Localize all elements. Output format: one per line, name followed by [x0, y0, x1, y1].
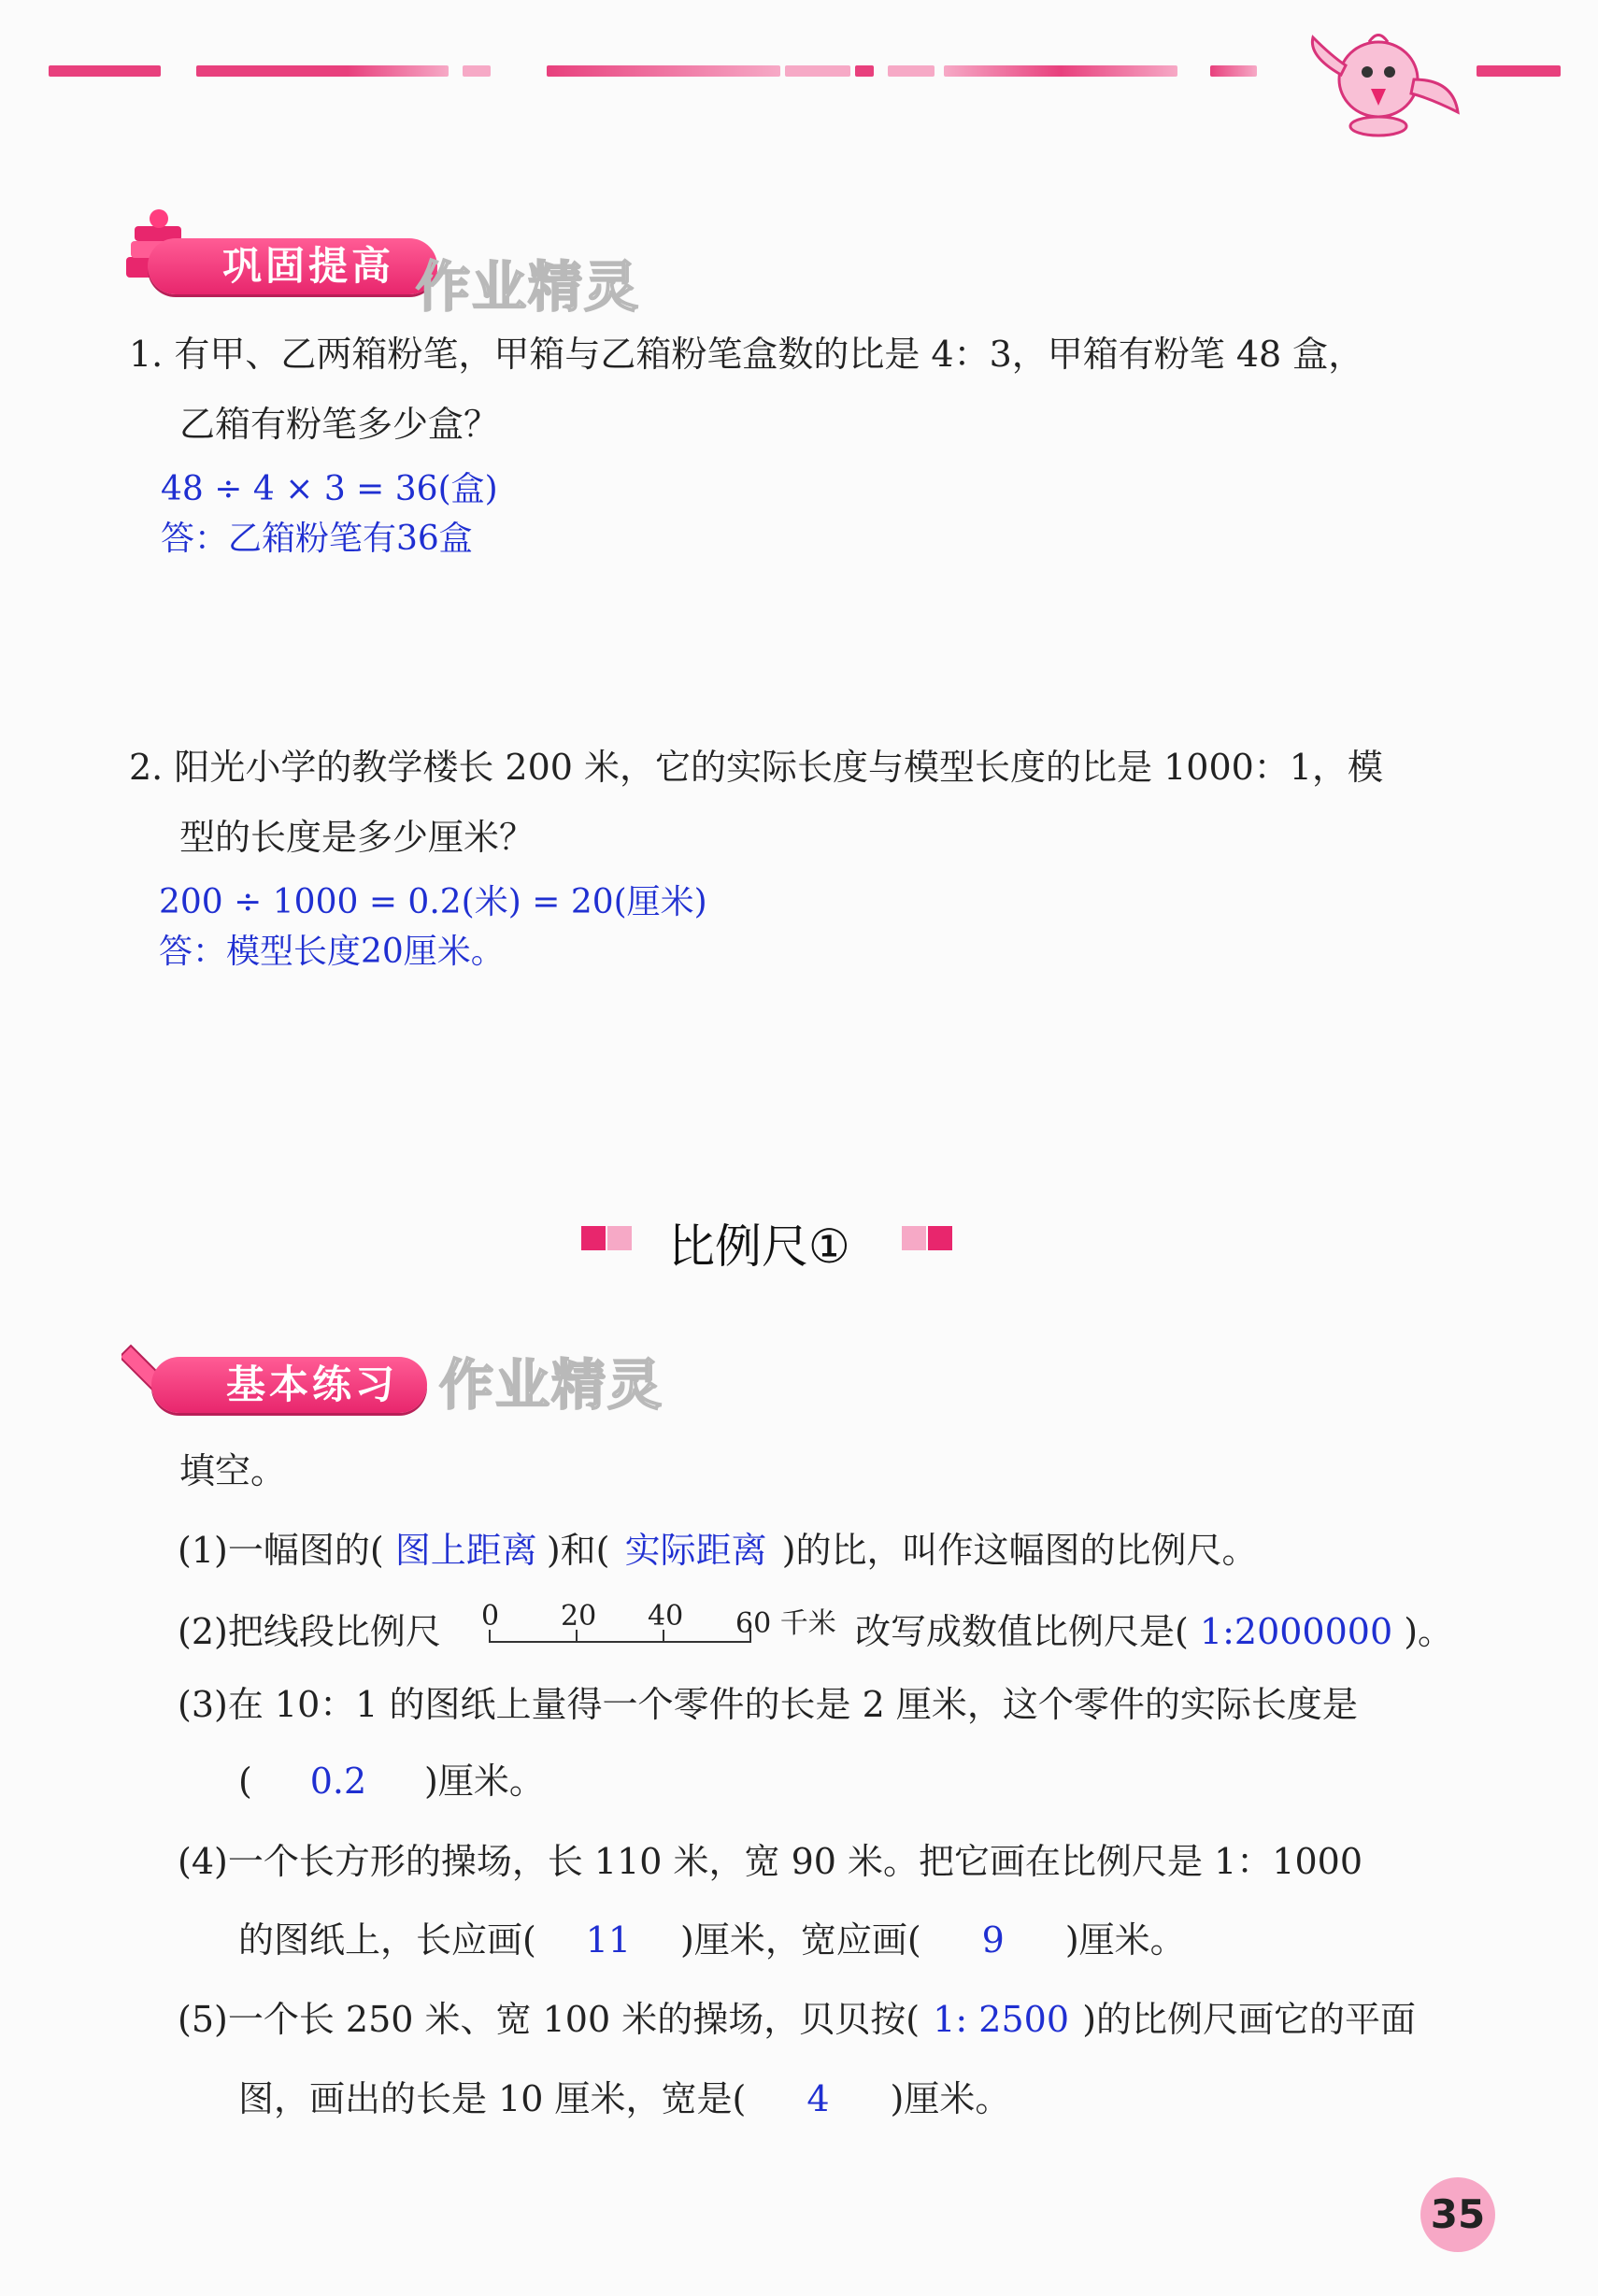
- item-3-text: )厘米。: [424, 1761, 545, 1802]
- blank-answer: 4: [806, 2078, 830, 2119]
- answer-2-statement: 答：模型长度20厘米。: [159, 933, 505, 971]
- answer-1-statement: 答：乙箱粉笔有36盒: [161, 520, 473, 558]
- item-1-text: )和(: [546, 1530, 610, 1571]
- question-1-line-1: 1. 有甲、乙两箱粉笔，甲箱与乙箱粉笔盒数的比是 4：3，甲箱有粉笔 48 盒，: [129, 334, 1364, 375]
- question-2-line-1: 2. 阳光小学的教学楼长 200 米，它的实际长度与模型长度的比是 1000：1，模: [129, 747, 1383, 788]
- item-1: [178, 1528, 1258, 1573]
- instruction-fill-blank: 填空。: [179, 1450, 287, 1491]
- badge-label: 基本练习: [151, 1357, 427, 1413]
- deco-bar: [944, 65, 1177, 77]
- item-2-text: )。: [1404, 1611, 1454, 1652]
- blank-answer: 图上距离: [394, 1530, 537, 1571]
- page-number: 35: [1420, 2177, 1495, 2252]
- scale-label: 20: [561, 1600, 597, 1633]
- item-4-text: 的图纸上，长应画(: [238, 1919, 536, 1961]
- question-2-line-2: 型的长度是多少厘米？: [179, 817, 535, 858]
- line-segment-scale: [481, 1600, 836, 1656]
- item-4-line-2: [238, 1918, 1186, 1962]
- answer-1-calculation: 48 ÷ 4 × 3 = 36(盒): [161, 470, 498, 508]
- section-title: 比例尺①: [668, 1219, 850, 1274]
- item-5-text: (5)一个长 250 米、宽 100 米的操场，贝贝按(: [178, 1999, 920, 2040]
- title-square-icon: [581, 1226, 606, 1250]
- item-1-text: (1)一幅图的(: [178, 1530, 384, 1571]
- item-5-text: )厘米。: [890, 2078, 1011, 2119]
- blank-answer: 11: [585, 1919, 632, 1961]
- blank-answer: 实际距离: [624, 1530, 767, 1571]
- blank-answer: 9: [981, 1919, 1005, 1961]
- deco-bar: [49, 65, 161, 77]
- title-square-icon: [902, 1226, 926, 1250]
- scale-line: [489, 1641, 750, 1643]
- item-5-line-1: [178, 1997, 1416, 2042]
- item-3-text: (: [238, 1761, 252, 1802]
- item-1-text: )的比，叫作这幅图的比例尺。: [781, 1530, 1258, 1571]
- answer-2-calculation: 200 ÷ 1000 = 0.2(米) = 20(厘米): [159, 883, 707, 921]
- title-square-icon: [928, 1226, 952, 1250]
- item-3-line-1: (3)在 10：1 的图纸上量得一个零件的长是 2 厘米，这个零件的实际长度是: [178, 1684, 1358, 1725]
- blank-answer: 0.2: [309, 1761, 367, 1802]
- scale-label: 40: [648, 1600, 684, 1633]
- item-4-text: )厘米。: [1064, 1919, 1186, 1961]
- deco-bar: [1210, 65, 1257, 77]
- badge-label: 巩固提高: [148, 238, 437, 294]
- deco-bar: [888, 65, 935, 77]
- deco-bar: [785, 65, 850, 77]
- question-1-line-2: 乙箱有粉笔多少盒？: [179, 404, 500, 445]
- deco-bar: [196, 65, 449, 77]
- pink-bird-icon: [1304, 23, 1462, 145]
- scale-label: 60 千米: [735, 1607, 836, 1640]
- watermark: 作业精灵: [439, 1353, 664, 1417]
- blank-answer: 1:2000000: [1199, 1611, 1393, 1652]
- deco-bar: [1477, 65, 1561, 77]
- item-5-text: )的比例尺画它的平面: [1082, 1999, 1417, 2040]
- blank-answer: 1: 2500: [933, 1999, 1069, 2040]
- item-3-line-2: [238, 1759, 545, 1804]
- item-4-line-1: (4)一个长方形的操场，长 110 米，宽 90 米。把它画在比例尺是 1：1000: [178, 1841, 1363, 1882]
- deco-bar: [855, 65, 874, 77]
- item-2-continued: [855, 1609, 1453, 1654]
- deco-bar: [463, 65, 491, 77]
- item-4-text: )厘米，宽应画(: [680, 1919, 921, 1961]
- item-2-text: 改写成数值比例尺是(: [855, 1611, 1189, 1652]
- title-square-icon: [607, 1226, 632, 1250]
- scale-label: 0: [481, 1600, 500, 1633]
- watermark: 作业精灵: [416, 255, 641, 319]
- deco-bar: [547, 65, 780, 77]
- item-5-line-2: [238, 2076, 1010, 2121]
- item-2-text: (2)把线段比例尺: [178, 1611, 441, 1652]
- item-5-text: 图，画出的长是 10 厘米，宽是(: [238, 2078, 747, 2119]
